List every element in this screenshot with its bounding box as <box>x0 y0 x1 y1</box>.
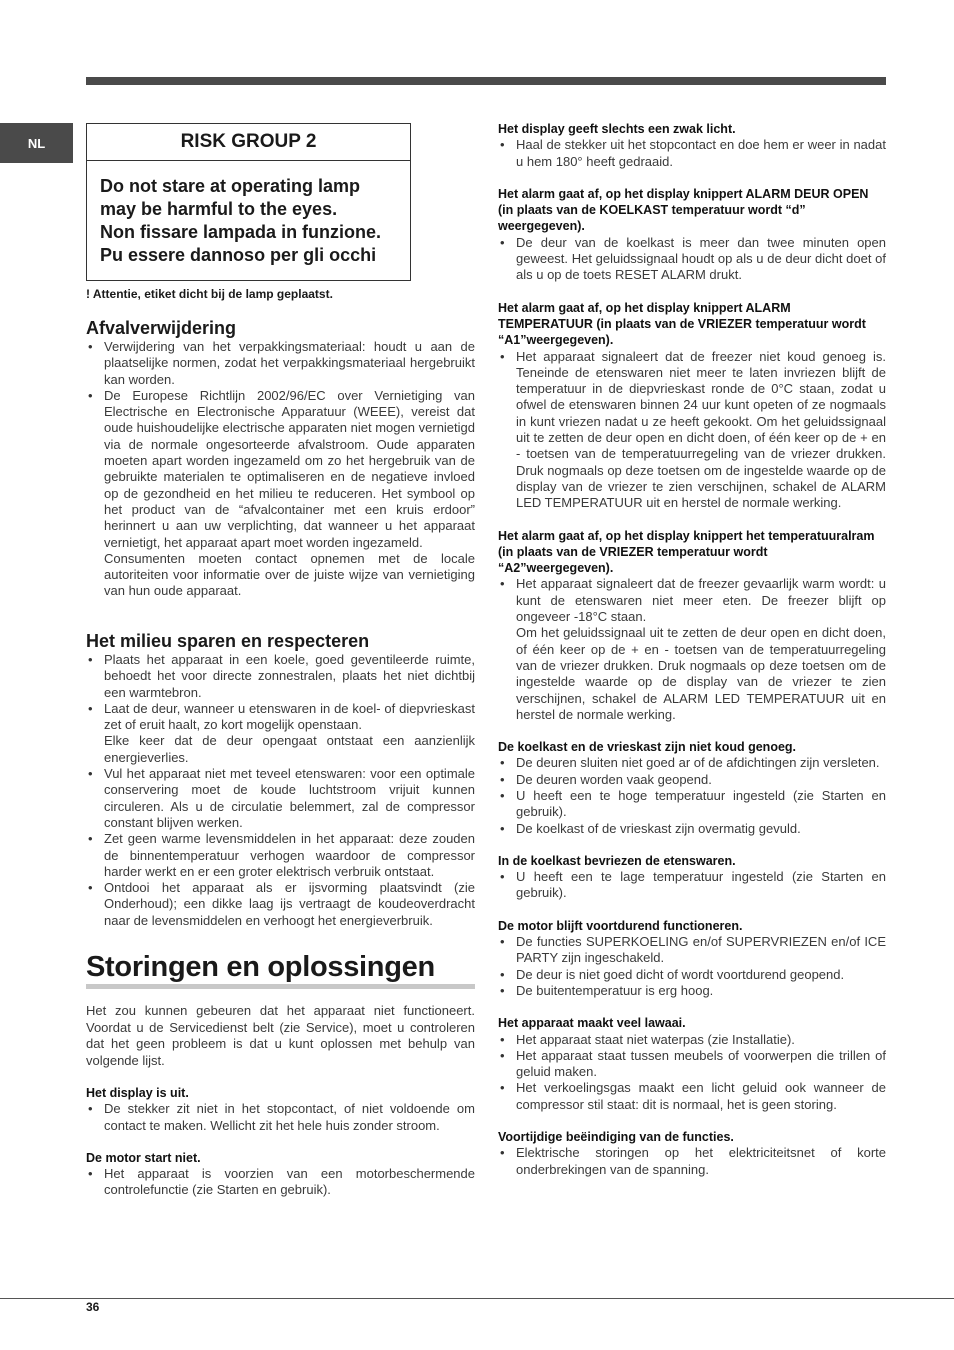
milieu-section <box>86 631 475 929</box>
list-item-text: Het apparaat signaleert dat de freezer gevaarlijk warm wordt: u kunt de etenswaren niet meer eten. De freezer blijft op ongeveer -18°C staan. <box>516 576 886 625</box>
troubleshooting-right-column <box>498 121 886 1178</box>
alarm-a2-heading: Het alarm gaat af, op het display knippert het temperatuuralram (in plaats van de VRIEZER temperatuur wordt “A2”weergegeven). <box>498 528 875 576</box>
list-item: • Elektrische storingen op het elektriciteitsnet of korte onderbrekingen van de spanning. <box>498 1145 886 1178</box>
risk-line: Pu essere dannoso per gli occhi <box>100 245 377 265</box>
list-item-extra: Consumenten moeten contact opnemen met de locale autoriteiten voor informatie over de juiste wijze van vernietiging van hun oude apparaat. <box>104 550 475 599</box>
list-item: • Het apparaat staat niet waterpas (zie Installatie). <box>498 1032 886 1048</box>
alarm-door-heading: Het alarm gaat af, op het display knippert ALARM DEUR OPEN (in plaats van de KOELKAST temperatuur wordt “d” weergegeven). <box>498 186 869 234</box>
list-item <box>498 576 886 723</box>
list-item: • Zet geen warme levensmiddelen in het apparaat: deze zouden de binnentemperatuur verhogen waardoor de compressor harder werkt en er een groter elektrisch verbruik ontstaat. <box>86 831 475 880</box>
list-item: • De stekker zit niet in het stopcontact, of niet voldoende om contact te maken. Wellicht zit het hele huis zonder stroom. <box>86 1101 475 1134</box>
list-item: • De koelkast of de vrieskast zijn overmatig gevuld. <box>498 821 886 837</box>
footer-rule <box>0 1298 954 1299</box>
weak-display-heading: Het display geeft slechts een zwak licht. <box>498 122 736 136</box>
list-item: • Het verkoelingsgas maakt een licht geluid ook wanneer de compressor stil staat: dit is normaal, het is geen storing. <box>498 1080 886 1113</box>
risk-group-box <box>86 123 411 281</box>
storingen-heading: Storingen en oplossingen <box>86 950 475 989</box>
top-rule <box>86 77 886 85</box>
list-item: • De deur is niet goed dicht of wordt voortdurend geopend. <box>498 967 886 983</box>
list-item: • De deuren sluiten niet goed ar of de afdichtingen zijn versleten. <box>498 755 886 771</box>
milieu-heading: Het milieu sparen en respecteren <box>86 631 370 651</box>
motor-running-heading: De motor blijft voortdurend functioneren. <box>498 918 743 933</box>
noise-heading: Het apparaat maakt veel lawaai. <box>498 1016 686 1031</box>
list-item: • Het apparaat is voorzien van een motorbeschermende controlefunctie (zie Starten en gebruik). <box>86 1166 475 1199</box>
list-item-text: Laat de deur, wanneer u etenswaren in de koel- of diepvrieskast zet of eruit haalt, zo kort mogelijk openstaan. <box>104 700 475 733</box>
premature-end-heading: Voortijdige beëindiging van de functies. <box>498 1130 734 1145</box>
alarm-a1-heading: Het alarm gaat af, op het display knippert ALARM TEMPERATUUR (in plaats van de VRIEZER temperatuur wordt “A1”weergegeven). <box>498 300 866 348</box>
motor-start-heading: De motor start niet. <box>86 1150 201 1165</box>
list-item: • De functies SUPERKOELING en/of SUPERVRIEZEN en/of ICE PARTY zijn ingeschakeld. <box>498 934 886 967</box>
list-item-extra: Om het geluidssignaal uit te zetten de deur open en dicht doen, of één keer op de + en - toetsen van de temperatuurregeling van de vriezer drukken. Druk nogmaals op deze toetsen om de ingestelde waarde op de display van de vriezer te zien verschijnen, schakel de ALARM LED TEMPERATUUR uit en herstel de normale werking. <box>516 625 886 722</box>
risk-line: Non fissare lampada in funzione. <box>100 222 382 242</box>
display-off-heading: Het display is uit. <box>86 1086 189 1100</box>
list-item-extra: Elke keer dat de deur opengaat ontstaat een aanzienlijk energieverlies. <box>104 733 475 765</box>
list-item: • Het apparaat staat tussen meubels of voorwerpen die trillen of geluid maken. <box>498 1048 886 1081</box>
list-item: • U heeft een te lage temperatuur ingesteld (zie Starten en gebruik). <box>498 869 886 902</box>
list-item: • Vul het apparaat niet met teveel etenswaren: voor een optimale conservering moet de koude luchtstroom vrijuit kunnen circuleren. Als u de circulatie belemmert, zal de compressor constant blijven werken. <box>86 766 475 831</box>
list-item: • U heeft een te hoge temperatuur ingesteld (zie Starten en gebruik). <box>498 788 886 821</box>
list-item <box>86 701 475 766</box>
list-item-text: De Europese Richtlijn 2002/96/EC over Vernietiging van Electrische en Electronische Apparatuur (WEEE), vereist dat oude huishoudelijke electrische apparaten niet mogen vernietigd via de normale ongesorteerde afvalstroom. Oude apparaten moeten apart worden ingezameld om zo het hergebruik van de gebruikte materialen te optimaliseren en de negatieve invloed op de gezondheid en het milieu te reduceren. Het symbool op het product van de “afvalcontainer met een kruis erdoor” herinnert u aan uw verplichting, dat wanneer u het apparaat vernietigt, het apparaat apart moet worden ingezameld. <box>104 387 475 550</box>
freezing-heading: In de koelkast bevriezen de etenswaren. <box>498 853 736 868</box>
list-item: • Het apparaat signaleert dat de freezer niet koud genoeg is. Teneinde de etenswaren niet meer te laten invriezen blijft de temperatuur in de diepvrieskast ronde de 0°C staan, zodat u ofwel de etenswaren binnen 24 uur kunt opeten of ze nogmaals in kunt vriezen nadat u ze heeft gekookt. Om het geluidssignaal uit te zetten de deur open en dicht doen, of één keer op de + en - toetsen van de temperatuurregeling van de vriezer drukken. Druk nogmaals op deze toetsen om de ingestelde waarde op de display van de vriezer te zien verschijnen, schakel de ALARM LED TEMPERATUUR uit en herstel de normale werking. <box>498 349 886 512</box>
risk-warning-text <box>87 161 410 267</box>
risk-group-title: RISK GROUP 2 <box>87 124 410 161</box>
list-item: • De deur van de koelkast is meer dan twee minuten open geweest. Het geluidssignaal houdt op als u de deur dicht doet of als u op de toets RESET ALARM drukt. <box>498 235 886 284</box>
attention-note: ! Attentie, etiket dicht bij de lamp geplaatst. <box>86 287 333 301</box>
list-item: • Plaats het apparaat in een koele, goed geventileerde ruimte, behoedt het voor directe zonnestralen, plaats het niet dichtbij een warmtebron. <box>86 652 475 701</box>
afval-section <box>86 318 475 600</box>
list-item: • De buitentemperatuur is erg hoog. <box>498 983 886 999</box>
language-tab: NL <box>0 123 73 163</box>
risk-line: may be harmful to the eyes. <box>100 199 338 219</box>
not-cold-heading: De koelkast en de vrieskast zijn niet koud genoeg. <box>498 740 797 755</box>
list-item: • Ontdooi het apparaat als er ijsvorming plaatsvindt (zie Onderhoud); een dikke laag ijs vertraagt de koudeoverdracht naar de levensmiddelen en verhoogt het energieverbruik. <box>86 880 475 929</box>
list-item: • Haal de stekker uit het stopcontact en doe hem er weer in nadat u hem 180° heeft gedraaid. <box>498 137 886 170</box>
list-item: • Verwijdering van het verpakkingsmateriaal: houdt u aan de plaatselijke normen, zodat het verpakkingsmateriaal hergebruikt kan worden. <box>86 339 475 388</box>
list-item <box>86 388 475 600</box>
risk-line: Do not stare at operating lamp <box>100 176 361 196</box>
afval-heading: Afvalverwijdering <box>86 318 237 338</box>
list-item: • De deuren worden vaak geopend. <box>498 772 886 788</box>
storingen-intro: Het zou kunnen gebeuren dat het apparaat niet functioneert. Voordat u de Servicedienst belt (zie Service), moet u controleren dat het geen probleem is dat u kunt oplossen met behulp van volgende lijst. <box>86 1003 475 1068</box>
storingen-section <box>86 950 475 1199</box>
page-number: 36 <box>86 1300 100 1314</box>
